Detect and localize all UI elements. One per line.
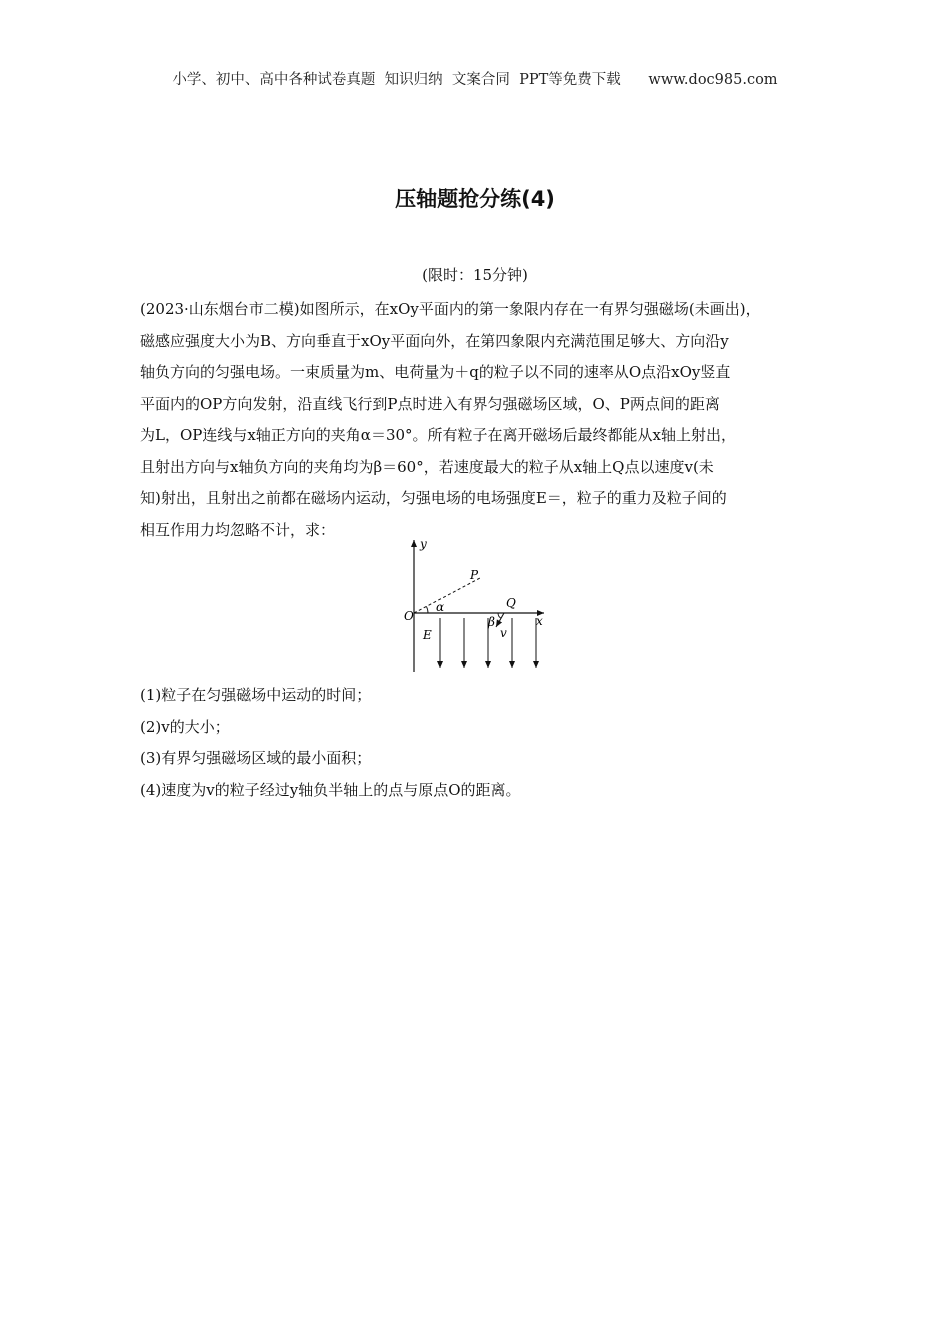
label-alpha: α <box>436 600 445 614</box>
question-item: (1)粒子在匀强磁场中运动的时间； <box>140 686 372 704</box>
label-p: P <box>470 568 479 582</box>
problem-line: 平面内的OP方向发射，沿直线飞行到P点时进入有界匀强磁场区域，O、P两点间的距离 <box>140 394 720 413</box>
label-v: v <box>500 626 507 640</box>
alpha-arc <box>426 606 428 613</box>
label-beta: β <box>488 615 495 629</box>
problem-line: 且射出方向与x轴负方向的夹角均为β＝60°，若速度最大的粒子从x轴上Q点以速度v(未 <box>140 457 714 476</box>
label-q: Q <box>506 596 516 610</box>
page-header: 小学、初中、高中各种试卷真题 知识归纳 文案合同 PPT等免费下载 www.doc985.com <box>172 72 778 88</box>
problem-statement <box>140 294 820 546</box>
label-x: x <box>536 614 543 628</box>
label-e: E <box>423 628 432 642</box>
problem-line: 知)射出，且射出之前都在磁场内运动，匀强电场的电场强度E＝，粒子的重力及粒子间的 <box>140 489 727 507</box>
problem-line: 轴负方向的匀强电场。一束质量为m、电荷量为＋q的粒子以不同的速率从O点沿xOy竖直 <box>140 363 731 381</box>
question-list <box>140 680 820 806</box>
op-dashed-line <box>414 578 480 613</box>
question-item: (4)速度为v的粒子经过y轴负半轴上的点与原点O的距离。 <box>140 780 521 799</box>
label-o: O <box>404 609 414 623</box>
question-item: (2)v的大小； <box>140 717 230 736</box>
page-title: 压轴题抢分练(4) <box>395 187 555 211</box>
problem-line: (2023·山东烟台市二模)如图所示，在xOy平面内的第一象限内存在一有界匀强磁场(未画出)， <box>140 300 761 318</box>
time-limit: (限时：15分钟) <box>422 266 528 284</box>
beta-arc <box>498 613 501 618</box>
label-y: y <box>420 537 427 551</box>
velocity-arrow <box>496 613 504 627</box>
problem-line: 为L，OP连线与x轴正方向的夹角α＝30°。所有粒子在离开磁场后最终都能从x轴上射出， <box>140 426 736 444</box>
physics-diagram <box>398 534 550 676</box>
problem-line: 磁感应强度大小为B、方向垂直于xOy平面向外，在第四象限内充满范围足够大、方向沿y <box>140 331 729 350</box>
question-item: (3)有界匀强磁场区域的最小面积； <box>140 749 372 767</box>
problem-line: 相互作用力均忽略不计，求： <box>140 520 336 539</box>
